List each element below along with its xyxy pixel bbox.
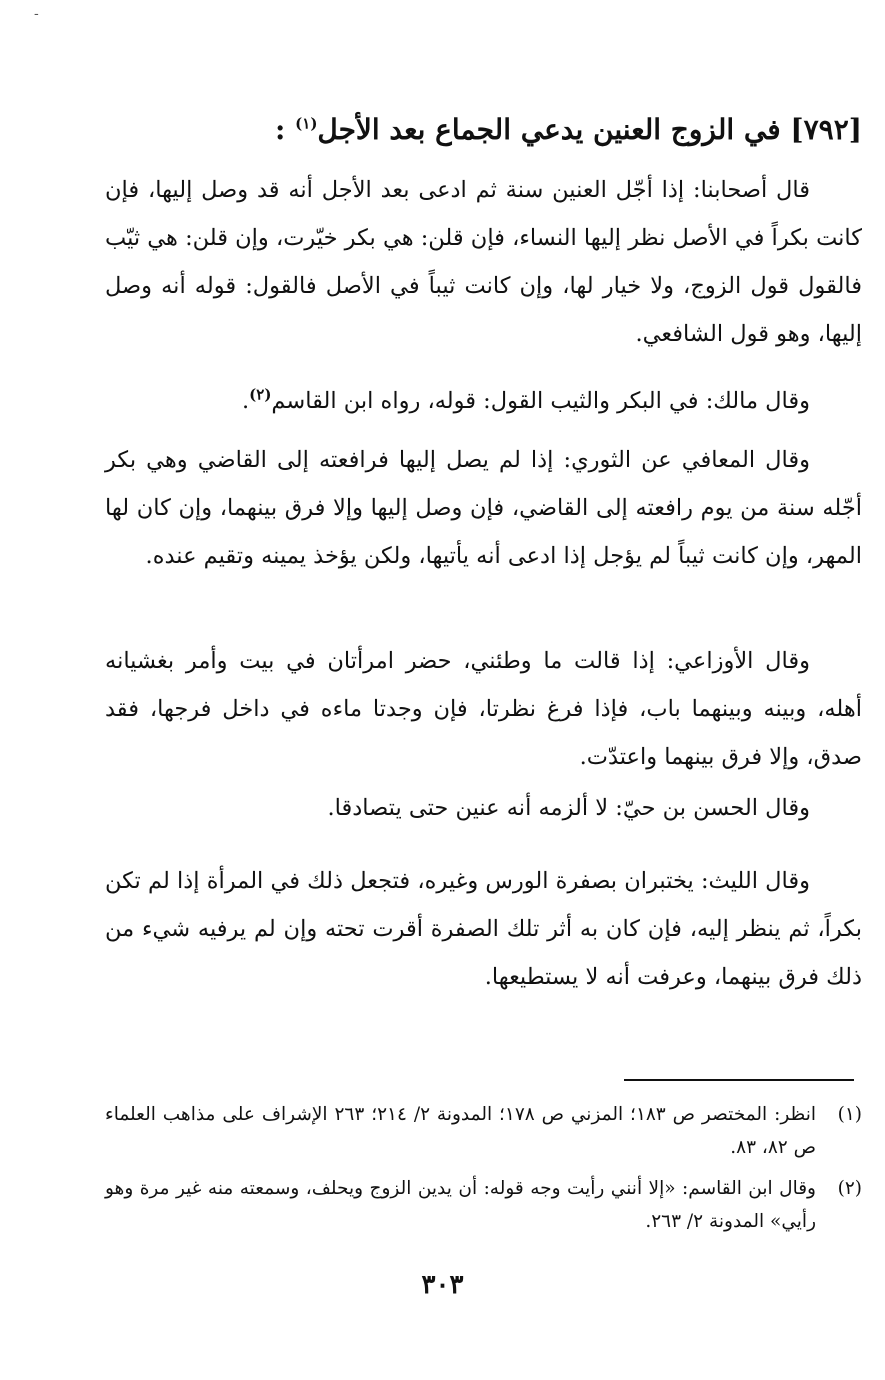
heading-suffix: : — [275, 113, 296, 146]
paragraph-awzai: وقال الأوزاعي: إذا قالت ما وطئني، حضر امرأتان في بيت وأمر بغشيانه أهله، وبينه وبينهما باب، فإذا فرغ نظرتا، فإن وجدتا ماءه في داخل فرجها، فقد صدق، وإلا فرق بينهما واعتدّت. — [105, 648, 862, 770]
paragraph-malik — [105, 377, 862, 425]
footnote-1-text: انظر: المختصر ص ١٨٣؛ المزني ص ١٧٨؛ المدونة ٢/ ٢١٤؛ ٢٦٣ الإشراف على مذاهب العلماء ص ٨٢، ٨٣. — [105, 1104, 816, 1158]
footnote-1-number: (١) — [837, 1104, 862, 1125]
paragraph-malik-suffix: . — [241, 388, 250, 414]
footnote-2-text: وقال ابن القاسم: «إلا أنني رأيت وجه قوله: أن يدين الزوج ويحلف، وسمعته منه غير مرة وهو رأيي» المدونة ٢/ ٢٦٣. — [105, 1178, 816, 1232]
footnote-divider — [624, 1079, 854, 1081]
malik-footnote-ref[interactable]: (٢) — [249, 385, 272, 404]
page-number: ٣٠٣ — [421, 1270, 464, 1300]
paragraph-malik-text: وقال مالك: في البكر والثيب القول: قوله، رواه ابن القاسم — [271, 388, 810, 414]
paragraph-layth: وقال الليث: يختبران بصفرة الورس وغيره، فتجعل ذلك في المرأة إذا لم تكن بكراً، ثم ينظر إليه، فإن كان به أثر تلك الصفرة أقرت تحته وإن لم يرفيه شيء من ذلك فرق بينهما، وعرفت أنه لا يستطيعها. — [105, 868, 862, 990]
footnote-2-number: (٢) — [837, 1178, 862, 1199]
footnotes — [105, 1098, 862, 1246]
paragraph-hasan: وقال الحسن بن حيّ: لا ألزمه أنه عنين حتى يتصادقا. — [327, 795, 810, 821]
section-heading — [105, 106, 862, 154]
paragraph-thawri: وقال المعافي عن الثوري: إذا لم يصل إليها فرافعته إلى القاضي وهي بكر أجّله سنة من يوم رافعته إلى القاضي، فإن وصل إليها وإلا فرق بينهما، وإن كان لها المهر، وإن كانت ثيباً لم يؤجل إذا ادعى أنه يأتيها، ولكن يؤخذ يمينه وتقيم عنده. — [105, 447, 862, 569]
heading-footnote-ref[interactable]: (١) — [295, 114, 318, 133]
paragraph-ashabuna: قال أصحابنا: إذا أجّل العنين سنة ثم ادعى بعد الأجل أنه قد وصل إليها، فإن كانت بكراً في الأصل نظر إليها النساء، فإن قلن: هي بكر خيّرت، وإن قلن: هي ثيّب فالقول قول الزوج، ولا خيار لها، وإن كانت ثيباً في الأصل فالقول: قوله أنه وصل إليها، وهو قول الشافعي. — [105, 177, 862, 347]
footnote-2 — [105, 1172, 862, 1238]
corner-mark: - — [34, 6, 39, 22]
footnote-1 — [105, 1098, 862, 1164]
heading-text: [٧٩٢] في الزوج العنين يدعي الجماع بعد الأجل — [317, 113, 862, 146]
